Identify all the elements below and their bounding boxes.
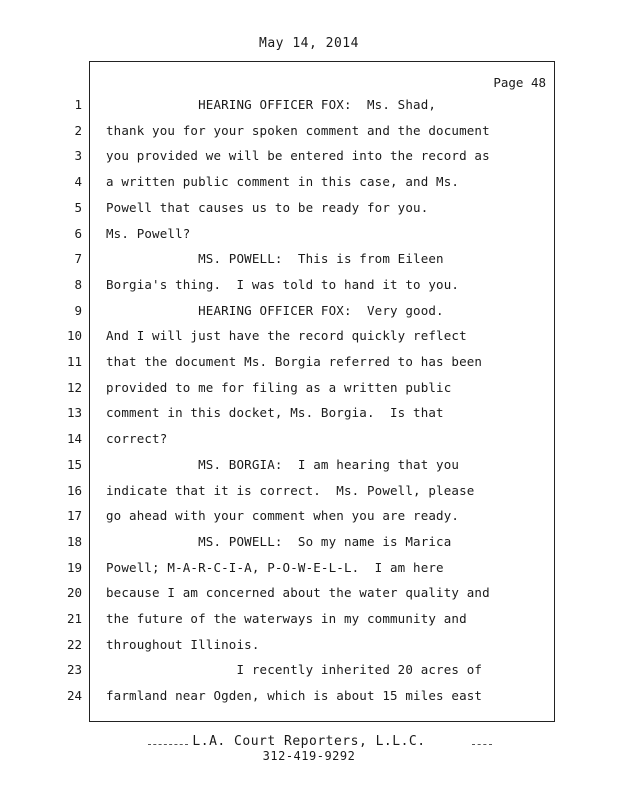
transcript-line-text: throughout Illinois. — [106, 637, 260, 652]
line-number: 13 — [66, 405, 82, 420]
line-number: 6 — [74, 226, 82, 241]
line-number: 3 — [74, 148, 82, 163]
line-number: 2 — [74, 123, 82, 138]
line-number: 8 — [74, 277, 82, 292]
transcript-line-text: correct? — [106, 431, 168, 446]
line-number: 1 — [74, 97, 82, 112]
transcript-line-text: MS. POWELL: This is from Eileen — [106, 251, 444, 266]
page-number-label: Page 48 — [493, 75, 546, 90]
line-number: 5 — [74, 200, 82, 215]
line-number: 10 — [66, 328, 82, 343]
line-number: 19 — [66, 560, 82, 575]
transcript-line-text: MS. POWELL: So my name is Marica — [106, 534, 452, 549]
transcript-line-text: Powell; M-A-R-C-I-A, P-O-W-E-L-L. I am here — [106, 560, 444, 575]
transcript-line-text: Ms. Powell? — [106, 226, 191, 241]
footer-phone: 312-419-9292 — [262, 749, 356, 763]
line-number: 14 — [66, 431, 82, 446]
line-number: 20 — [66, 585, 82, 600]
line-number: 15 — [66, 457, 82, 472]
transcript-line-text: HEARING OFFICER FOX: Ms. Shad, — [106, 97, 437, 112]
transcript-line-text: HEARING OFFICER FOX: Very good. — [106, 303, 444, 318]
transcript-line-text: a written public comment in this case, and Ms. — [106, 174, 460, 189]
footer-right-rule — [472, 744, 492, 745]
transcript-line-text: because I am concerned about the water quality and — [106, 585, 490, 600]
transcript-line-text: provided to me for filing as a written public — [106, 380, 452, 395]
transcript-line-text: MS. BORGIA: I am hearing that you — [106, 457, 460, 472]
line-number: 7 — [74, 251, 82, 266]
line-number: 18 — [66, 534, 82, 549]
footer-company: L.A. Court Reporters, L.L.C. — [192, 734, 426, 749]
transcript-line-text: you provided we will be entered into the record as — [106, 148, 490, 163]
line-number: 12 — [66, 380, 82, 395]
header-date: May 14, 2014 — [259, 36, 359, 51]
transcript-line-text: Powell that causes us to be ready for you. — [106, 200, 429, 215]
transcript-line-text: go ahead with your comment when you are ready. — [106, 508, 460, 523]
line-number: 23 — [66, 662, 82, 677]
line-number: 17 — [66, 508, 82, 523]
transcript-line-text: And I will just have the record quickly reflect — [106, 328, 467, 343]
line-number: 9 — [74, 303, 82, 318]
transcript-line-text: thank you for your spoken comment and the document — [106, 123, 490, 138]
line-number: 16 — [66, 483, 82, 498]
line-number: 22 — [66, 637, 82, 652]
transcript-line-text: I recently inherited 20 acres of — [106, 662, 483, 677]
transcript-line-text: farmland near Ogden, which is about 15 miles east — [106, 688, 483, 703]
transcript-line-text: the future of the waterways in my community and — [106, 611, 467, 626]
line-number: 21 — [66, 611, 82, 626]
transcript-line-text: comment in this docket, Ms. Borgia. Is that — [106, 405, 444, 420]
line-number: 24 — [66, 688, 82, 703]
line-number: 4 — [74, 174, 82, 189]
line-number: 11 — [66, 354, 82, 369]
transcript-line-text: indicate that it is correct. Ms. Powell, please — [106, 483, 475, 498]
transcript-line-text: that the document Ms. Borgia referred to has been — [106, 354, 483, 369]
transcript-line-text: Borgia's thing. I was told to hand it to you. — [106, 277, 460, 292]
